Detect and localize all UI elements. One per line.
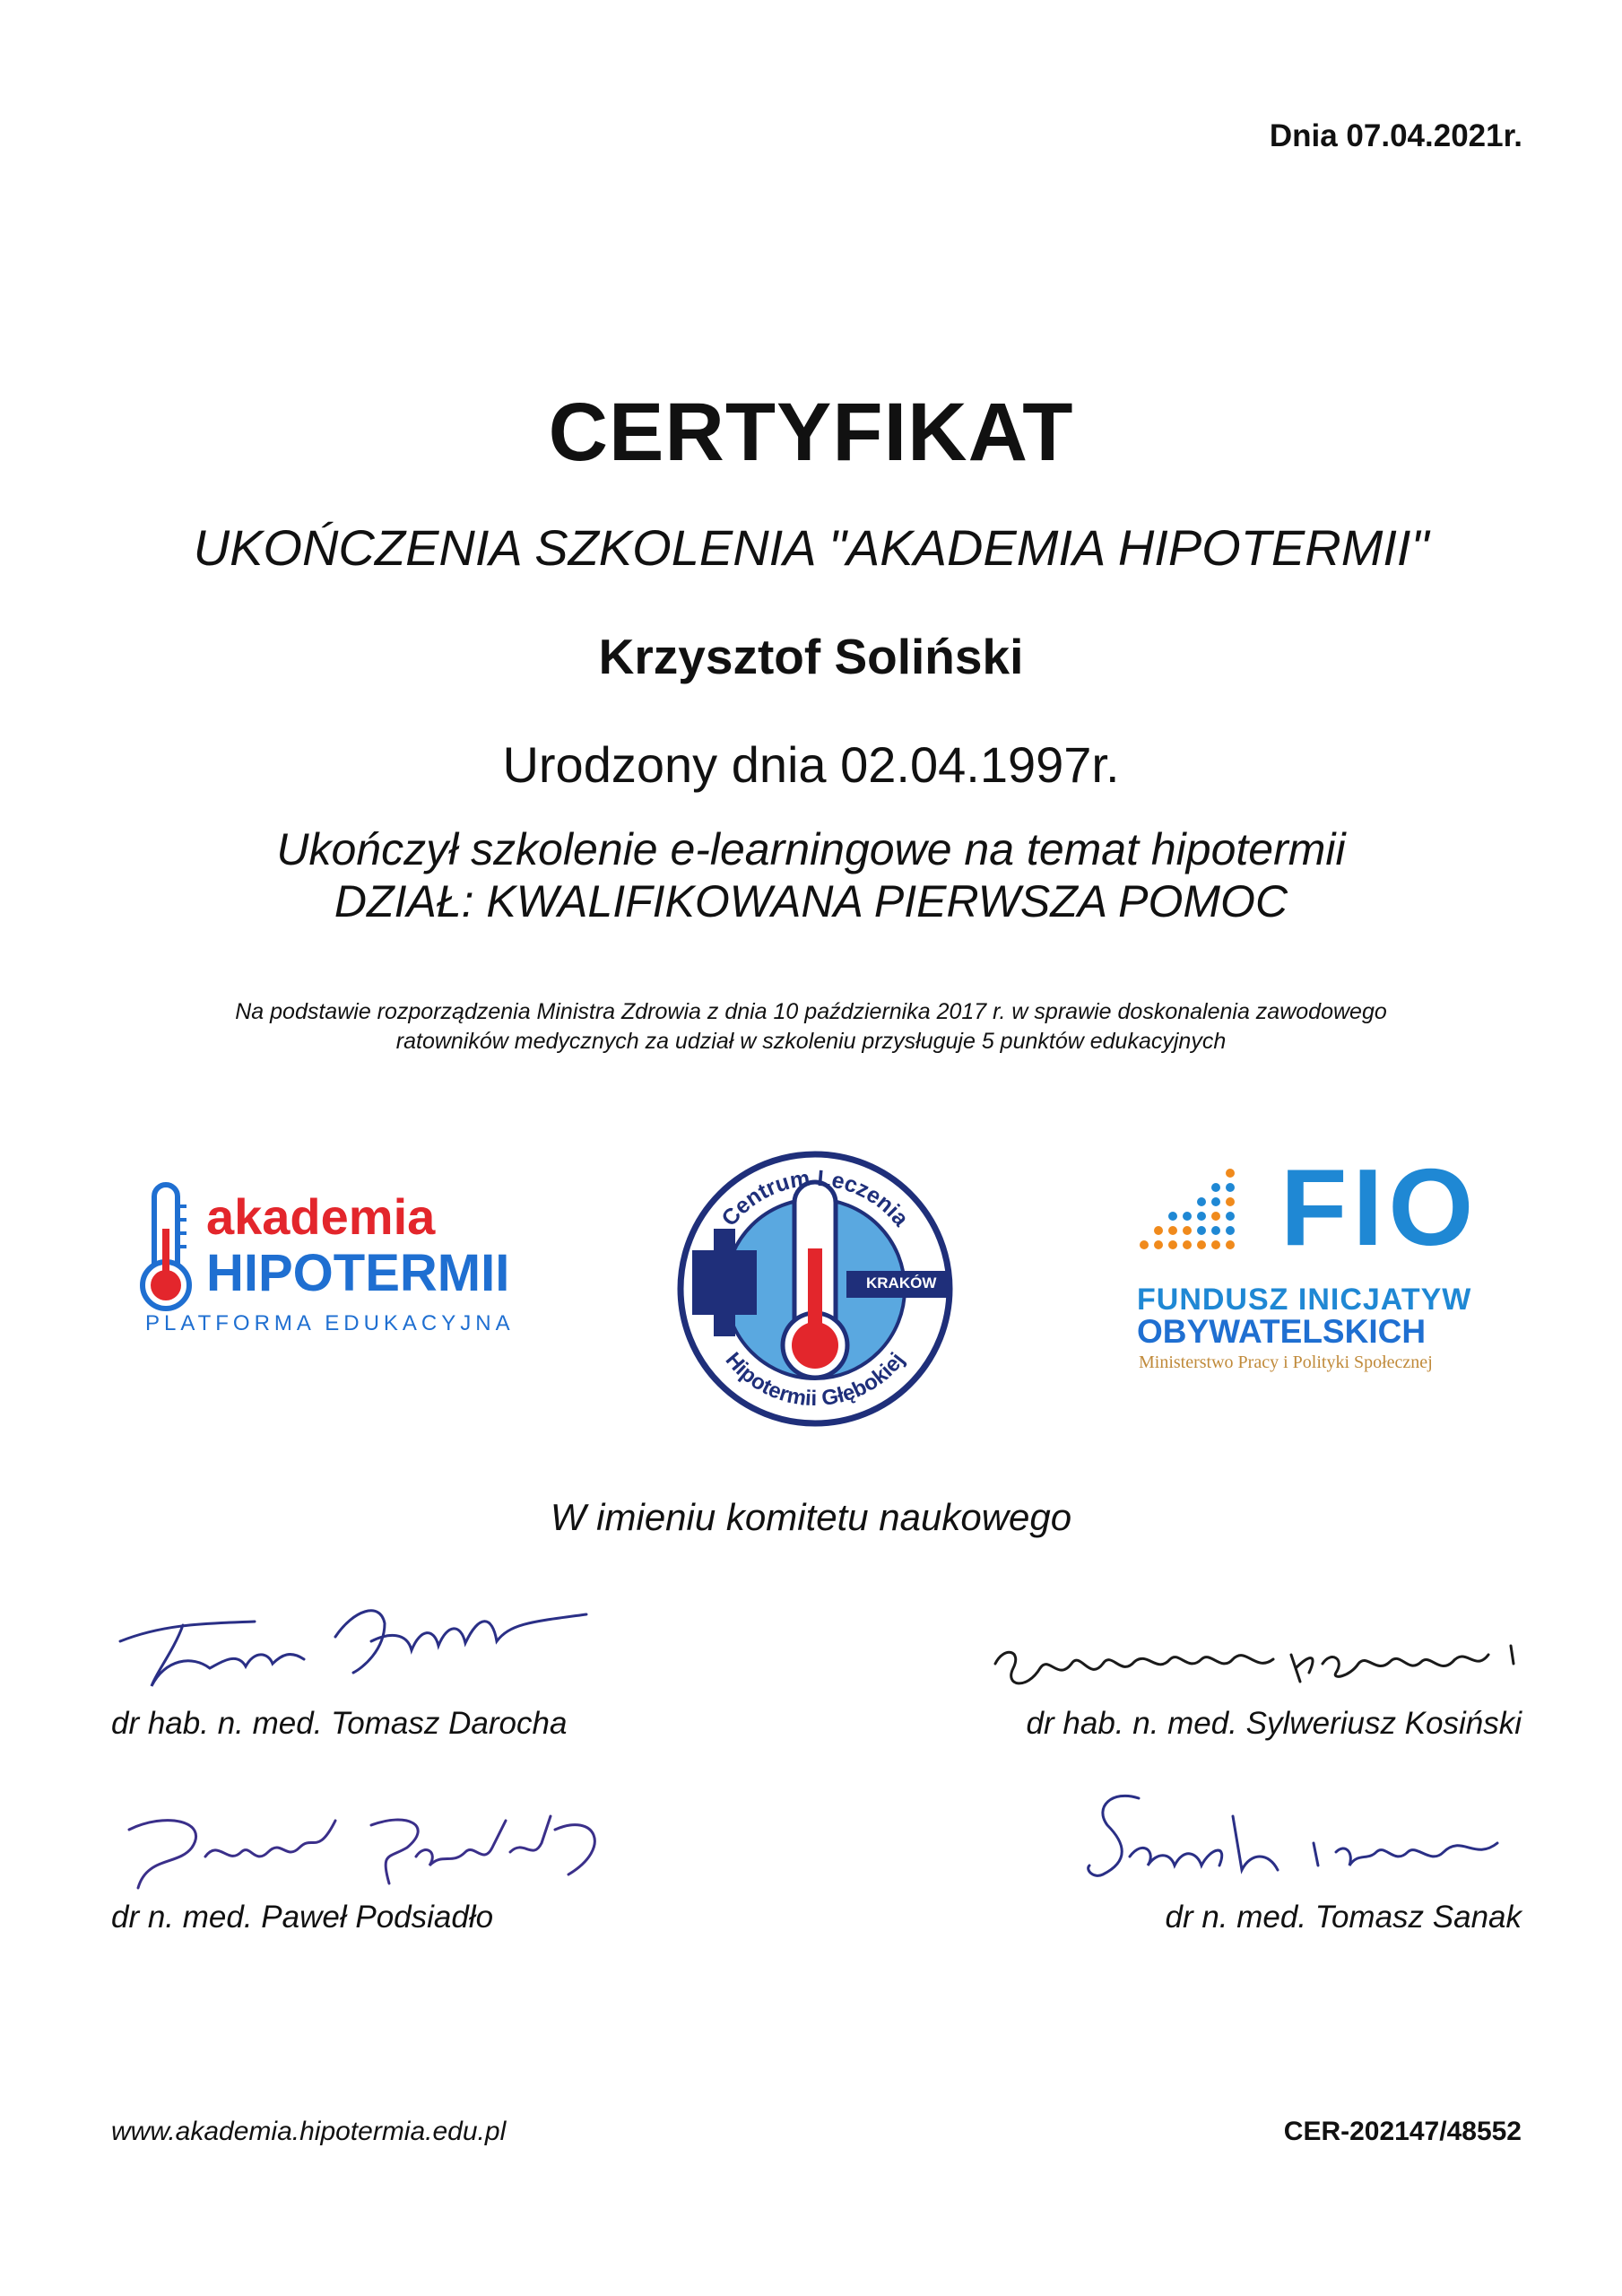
akademia-hipotermii-logo <box>134 1175 529 1345</box>
akademia-logo-line2: HIPOTERMII <box>206 1244 510 1302</box>
signature-podsiadlo <box>111 1803 613 1901</box>
legal-line-2: ratowników medycznych za udział w szkoleniu przysługuje 5 punktów edukacyjnych <box>395 1029 1227 1054</box>
centrum-top-text: Centrum Leczenia <box>716 1165 914 1231</box>
svg-text:Centrum Leczenia <box>716 1166 914 1232</box>
signatory-2-name: dr hab. n. med. Sylweriusz Kosiński <box>1026 1706 1522 1741</box>
legal-note <box>134 997 1488 1057</box>
certificate-number: CER-202147/48552 <box>1283 2117 1522 2146</box>
signature-sanak <box>1076 1780 1524 1897</box>
fio-line2: OBYWATELSKICH <box>1137 1313 1427 1350</box>
signature-darocha <box>111 1587 595 1704</box>
certificate-title: CERTYFIKAT <box>548 387 1074 478</box>
fio-line1: FUNDUSZ INICJATYW <box>1137 1283 1472 1317</box>
svg-text:Hipotermii Głębokiej <box>721 1348 910 1411</box>
course-description <box>0 823 1622 927</box>
website-link[interactable]: www.akademia.hipotermia.edu.pl <box>111 2117 507 2146</box>
course-line-2: DZIAŁ: KWALIFIKOWANA PIERWSZA POMOC <box>334 876 1288 926</box>
legal-line-1: Na podstawie rozporządzenia Ministra Zdrowia z dnia 10 października 2017 r. w sprawie doskonalenia zawodowego <box>235 999 1387 1024</box>
akademia-logo-line1: akademia <box>206 1188 436 1245</box>
recipient-name: Krzysztof Soliński <box>598 629 1024 684</box>
signatory-1-name: dr hab. n. med. Tomasz Darocha <box>111 1706 568 1741</box>
birth-date-line: Urodzony dnia 02.04.1997r. <box>502 736 1120 793</box>
thermometer-icon <box>134 1179 197 1314</box>
centrum-bottom-text: Hipotermii Głębokiej <box>720 1347 910 1412</box>
issue-date: Dnia 07.04.2021r. <box>1269 118 1522 153</box>
akademia-logo-line3: PLATFORMA EDUKACYJNA <box>145 1311 515 1335</box>
centrum-leczenia-logo <box>676 1150 954 1428</box>
signature-kosinski <box>986 1619 1524 1700</box>
signatory-4-name: dr n. med. Tomasz Sanak <box>1165 1900 1522 1935</box>
signatory-3-name: dr n. med. Paweł Podsiadło <box>111 1900 494 1935</box>
fio-acronym: FIO <box>1280 1146 1479 1268</box>
course-line-1: Ukończył szkolenie e-learningowe na temat hipotermii <box>276 824 1346 874</box>
fio-line3: Ministerstwo Pracy i Polityki Społecznej <box>1139 1352 1433 1372</box>
committee-heading: W imieniu komitetu naukowego <box>550 1496 1072 1538</box>
fio-dots-graphic <box>1137 1164 1236 1254</box>
fio-logo <box>1137 1146 1514 1379</box>
certificate-subtitle: UKOŃCZENIA SZKOLENIA "AKADEMIA HIPOTERMII" <box>193 519 1429 576</box>
centrum-city-label: KRAKÓW <box>866 1274 937 1292</box>
